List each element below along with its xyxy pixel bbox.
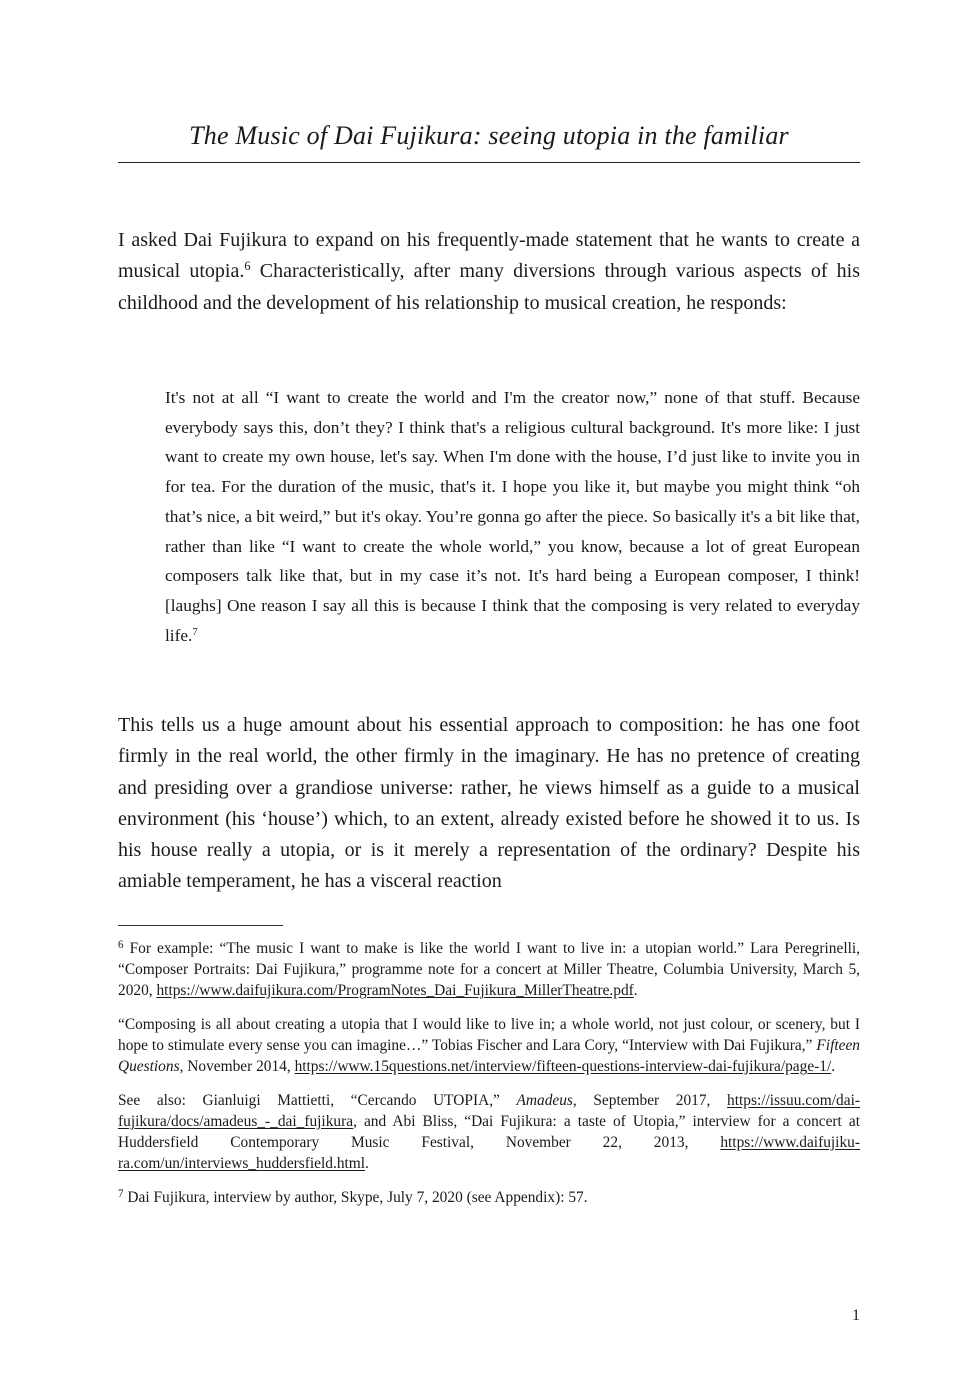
footnote-text: , and Abi Bliss, “Dai Fujikura: a taste of Utopia,” interview for a concert at Huddersfield Contemporary Music Festival, November 22, 2013,: [118, 1113, 860, 1151]
block-quote-text: It's not at all “I want to create the world and I'm the creator now,” none of that stuff. Because everybody says this, don’t they? I think that's a religious cultural background. It's more like: I just want to create my own house, let's say. When I'm done with the house, I’d just like to invite you in for tea. For the duration of the music, that's it. I hope you like it, but maybe you might think “oh that’s nice, a bit weird,” but it's okay. You’re gonna go after the piece. So basically it's a bit like that, rather than like “I want to create the whole world,” you know, because a lot of great European composers talk like that, but in my case it’s not. It's hard being a European composer, I think! [laughs] One reason I say all this is because I think that the composing is very related to everyday life.: [165, 388, 860, 645]
footnote-6-text: For example: “The music I want to make is like the world I want to live in: a utopian world.” Lara Peregrinelli, “Composer Portraits: Dai Fujikura,” programme note for a concert at Miller Theatre, Columbia University, March 5, 2020,: [118, 940, 860, 999]
body-paragraph-2: This tells us a huge amount about his essential approach to composition: he has one foot firmly in the real world, the other firmly in the imaginary. He has no pretence of creating and presiding over a grandiose universe: rather, he views himself as a guide to a musical environment (his ‘house’) which, to an extent, already existed before he showed it to us. Is his house really a utopia, or is it merely a representation of the ordinary? Despite his amiable temperament, he has a visceral reaction: [118, 714, 860, 893]
footnote-6-end: .: [633, 982, 638, 999]
header-rule: [118, 162, 860, 163]
footnote-6-link[interactable]: https://www.daifujikura.com/ProgramNotes_Dai_Fujikura_MillerTheatre.pdf: [156, 982, 634, 999]
footnote-separator: [118, 925, 283, 926]
footnote-text: , November 2014,: [179, 1058, 295, 1075]
footnotes-section: [118, 938, 860, 1221]
footnote-end: .: [831, 1058, 836, 1075]
footnote-text: , September 2017,: [572, 1092, 728, 1109]
footnote-ref-7[interactable]: 7: [192, 625, 198, 638]
footnote-7: [118, 1187, 860, 1208]
paragraph-1-text-continued: Characteristically, after many diversions through various aspects of his childhood and the development of his relationship to musical creation, he responds:: [118, 260, 860, 314]
footnote-link[interactable]: https://www.daifujikura.com/un/interviews_huddersfield.html: [118, 1134, 860, 1172]
footnote-italic-title: Fifteen Questions: [118, 1037, 860, 1075]
footnote-7-text: Dai Fujikura, interview by author, Skype, July 7, 2020 (see Appendix): 57.: [123, 1189, 588, 1206]
body-paragraph-1: [118, 225, 860, 319]
footnote-6: [118, 938, 860, 1001]
block-quote: [165, 383, 860, 650]
paragraph-1-text: I asked Dai Fujikura to expand on his frequently-made statement that he wants to create a musical utopia.: [118, 229, 860, 283]
footnote-text: See also: Gianluigi Mattietti, “Cercando UTOPIA,”: [118, 1092, 517, 1109]
footnote-link[interactable]: https://www.15questions.net/interview/fifteen-questions-interview-dai-fujikura/page-1/: [294, 1058, 832, 1075]
footnote-ref-6[interactable]: 6: [244, 259, 251, 274]
footnote-italic-title: Amadeus: [516, 1092, 573, 1109]
footnote-7-marker: 7: [118, 1188, 124, 1201]
page-number: 1: [852, 1307, 860, 1324]
footnote-6-marker: 6: [118, 939, 124, 952]
footnote-text: “Composing is all about creating a utopia that I would like to live in; a whole world, not just colour, or scenery, but I hope to stimulate every sense you can imagine…” Tobias Fischer and Lara Cory, “Interview with Dai Fujikura,”: [118, 1016, 860, 1054]
footnote-end: .: [365, 1155, 369, 1172]
footnote-6-continued-2: [118, 1090, 860, 1174]
footnote-6-continued-1: [118, 1014, 860, 1077]
running-head: The Music of Dai Fujikura: seeing utopia in the familiar: [189, 121, 789, 150]
footnote-link[interactable]: https://issuu.com/daifujikura/docs/amadeus_-_dai_fujikura: [118, 1092, 860, 1130]
